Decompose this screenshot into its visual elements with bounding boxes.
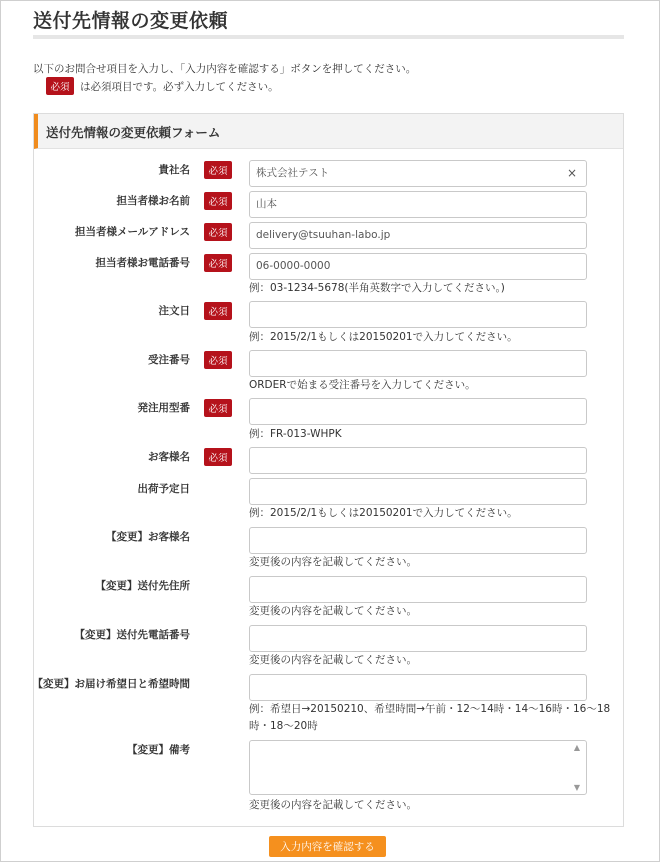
- order-number-field[interactable]: [249, 350, 587, 377]
- label-contact-name: 担当者様お名前: [116, 195, 190, 207]
- required-badge: 必須: [204, 161, 232, 179]
- confirm-button[interactable]: 入力内容を確認する: [269, 836, 386, 857]
- email-field[interactable]: [249, 222, 587, 249]
- scroll-down-icon[interactable]: ▼: [573, 783, 581, 792]
- label-customer-name: お客様名: [148, 451, 190, 463]
- new-phone-hint: 変更後の内容を記載してください。: [249, 654, 417, 666]
- new-customer-name-hint: 変更後の内容を記載してください。: [249, 556, 417, 568]
- new-phone-field[interactable]: [249, 625, 587, 652]
- contact-name-value: 山本: [256, 198, 277, 210]
- label-new-remarks: 【変更】備考: [127, 744, 190, 756]
- company-field-value: 株式会社テスト: [256, 167, 330, 179]
- required-badge: 必須: [46, 77, 74, 95]
- label-phone: 担当者様お電話番号: [95, 257, 190, 269]
- label-order-date: 注文日: [158, 305, 190, 317]
- required-badge: 必須: [204, 302, 232, 320]
- company-field[interactable]: [249, 160, 587, 187]
- page-title: 送付先情報の変更依頼: [33, 10, 229, 32]
- phone-hint: 例：03-1234-5678(半角英数字で入力してください。): [249, 282, 505, 294]
- label-new-customer-name: 【変更】お客様名: [106, 531, 190, 543]
- label-model-number: 発注用型番: [137, 402, 190, 414]
- label-email: 担当者様メールアドレス: [75, 226, 190, 238]
- contact-name-field[interactable]: [249, 191, 587, 218]
- required-badge: 必須: [204, 192, 232, 210]
- clear-icon[interactable]: ×: [566, 166, 577, 180]
- new-address-hint: 変更後の内容を記載してください。: [249, 605, 417, 617]
- required-badge: 必須: [204, 351, 232, 369]
- label-company: 貴社名: [158, 164, 190, 176]
- scroll-up-icon[interactable]: ▲: [573, 743, 581, 752]
- ship-date-hint: 例：2015/2/1もしくは20150201で入力してください。: [249, 507, 518, 519]
- phone-value: 06-0000-0000: [256, 260, 331, 272]
- new-delivery-time-hint: 例：希望日→20150210、希望時間→午前・12〜14時・14〜16時・16〜18時・18〜20時: [249, 703, 611, 732]
- model-number-hint: 例：FR-013-WHPK: [249, 428, 342, 440]
- required-badge: 必須: [204, 399, 232, 417]
- label-new-phone: 【変更】送付先電話番号: [74, 629, 190, 641]
- new-customer-name-field[interactable]: [249, 527, 587, 554]
- intro-text: 以下のお問合せ項目を入力し、「入力内容を確認する」ボタンを押してください。: [33, 63, 417, 75]
- label-order-number: 受注番号: [148, 354, 190, 366]
- title-divider: [33, 35, 624, 39]
- order-date-field[interactable]: [249, 301, 587, 328]
- label-new-address: 【変更】送付先住所: [95, 580, 190, 592]
- customer-name-field[interactable]: [249, 447, 587, 474]
- order-date-hint: 例：2015/2/1もしくは20150201で入力してください。: [249, 331, 518, 343]
- new-delivery-time-field[interactable]: [249, 674, 587, 701]
- required-note: [46, 77, 279, 95]
- label-new-delivery-time: 【変更】お届け希望日と希望時間: [32, 678, 190, 690]
- form-header-title: 送付先情報の変更依頼フォーム: [46, 125, 221, 140]
- remarks-hint: 変更後の内容を記載してください。: [249, 799, 417, 811]
- model-number-field[interactable]: [249, 398, 587, 425]
- form-header: [34, 114, 623, 149]
- required-badge: 必須: [204, 254, 232, 272]
- required-badge: 必須: [204, 223, 232, 241]
- phone-field[interactable]: [249, 253, 587, 280]
- new-address-field[interactable]: [249, 576, 587, 603]
- remarks-textarea[interactable]: [249, 740, 587, 795]
- email-value: delivery@tsuuhan-labo.jp: [256, 229, 391, 241]
- required-badge: 必須: [204, 448, 232, 466]
- order-number-hint: ORDERで始まる受注番号を入力してください。: [249, 379, 476, 391]
- required-note-text: は必須項目です。必ず入力してください。: [80, 80, 279, 93]
- label-ship-date: 出荷予定日: [137, 483, 190, 495]
- ship-date-field[interactable]: [249, 478, 587, 505]
